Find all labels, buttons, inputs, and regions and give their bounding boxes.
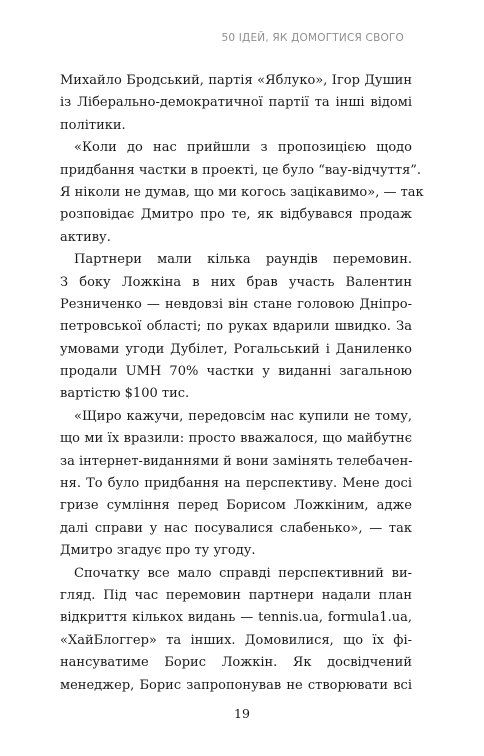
text-line: менеджер, Борис запропонував не створювати всі [60,677,412,693]
text-line: Резниченко — невдовзі він стане головою Дніпро- [60,296,412,312]
text-line: Михайло Бродський, партія «Яблуко», Ігор Душин [60,73,412,88]
text-line: що ми їх вразили: просто вважалося, що майбутнє [60,431,412,447]
text-line: гляд. Під час перемовин партнери надали план [60,587,412,603]
text-line: за інтернет-виданнями й вони замінять телебачен- [60,453,413,469]
text-line: умовами угоди Дубілет, Рогальський і Даниленко [60,341,412,357]
text-line: гризе сумління перед Борисом Ложкіним, адже [60,498,412,514]
text-line: політики. [60,117,126,133]
page-number: 19 [234,706,250,721]
paragraph [60,563,412,697]
text-line: ня. То було придбання на перспективу. Мене досі [60,476,412,492]
paragraph [60,137,424,249]
text-line: нансуватиме Борис Ложкін. Як досвідчений [60,655,412,671]
text-line: петровської області; по руках вдарили швидко. За [60,319,412,335]
text-line: придбання частки в проекті, це було “вау-відчуття”. [60,162,422,178]
text-line: Я ніколи не думав, що ми когось зацікавимо», — так [60,184,424,200]
text-line: із Ліберально-демократичної партії та інші відомі [60,95,412,111]
text-line: вартістю $100 тис. [60,386,190,402]
body-text [60,70,424,697]
text-line: Партнери мали кілька раундів перемовин. [74,252,412,268]
paragraph [60,249,412,406]
text-line: продали UMH 70% частки у виданні загальною [60,364,412,380]
paragraph [60,70,412,137]
paragraph [60,406,412,563]
running-header: 50 ІДЕЙ, ЯК ДОМОГТИСЯ СВОГО [221,32,404,44]
text-line: далі справи у нас посувалися слабенько», — так [60,520,412,536]
text-line: «Коли до нас прийшли з пропозицією щодо [74,140,412,156]
text-line: Спочатку все мало справді перспективний ви- [74,565,412,581]
text-line: З боку Ложкіна в них брав участь Валентин [60,274,412,290]
text-line: відкриття кількох видань — tennis.ua, formula1.ua, [60,610,412,626]
text-line: Дмитро згадує про ту угоду. [60,543,256,559]
text-line: розповідає Дмитро про те, як відбувався продаж [60,207,412,223]
text-line: «Щиро кажучи, передовсім нас купили не тому, [74,408,412,424]
text-line: активу. [60,229,111,245]
text-line: «ХайБлоггер» та інших. Домовилися, що їх фі- [60,632,412,648]
